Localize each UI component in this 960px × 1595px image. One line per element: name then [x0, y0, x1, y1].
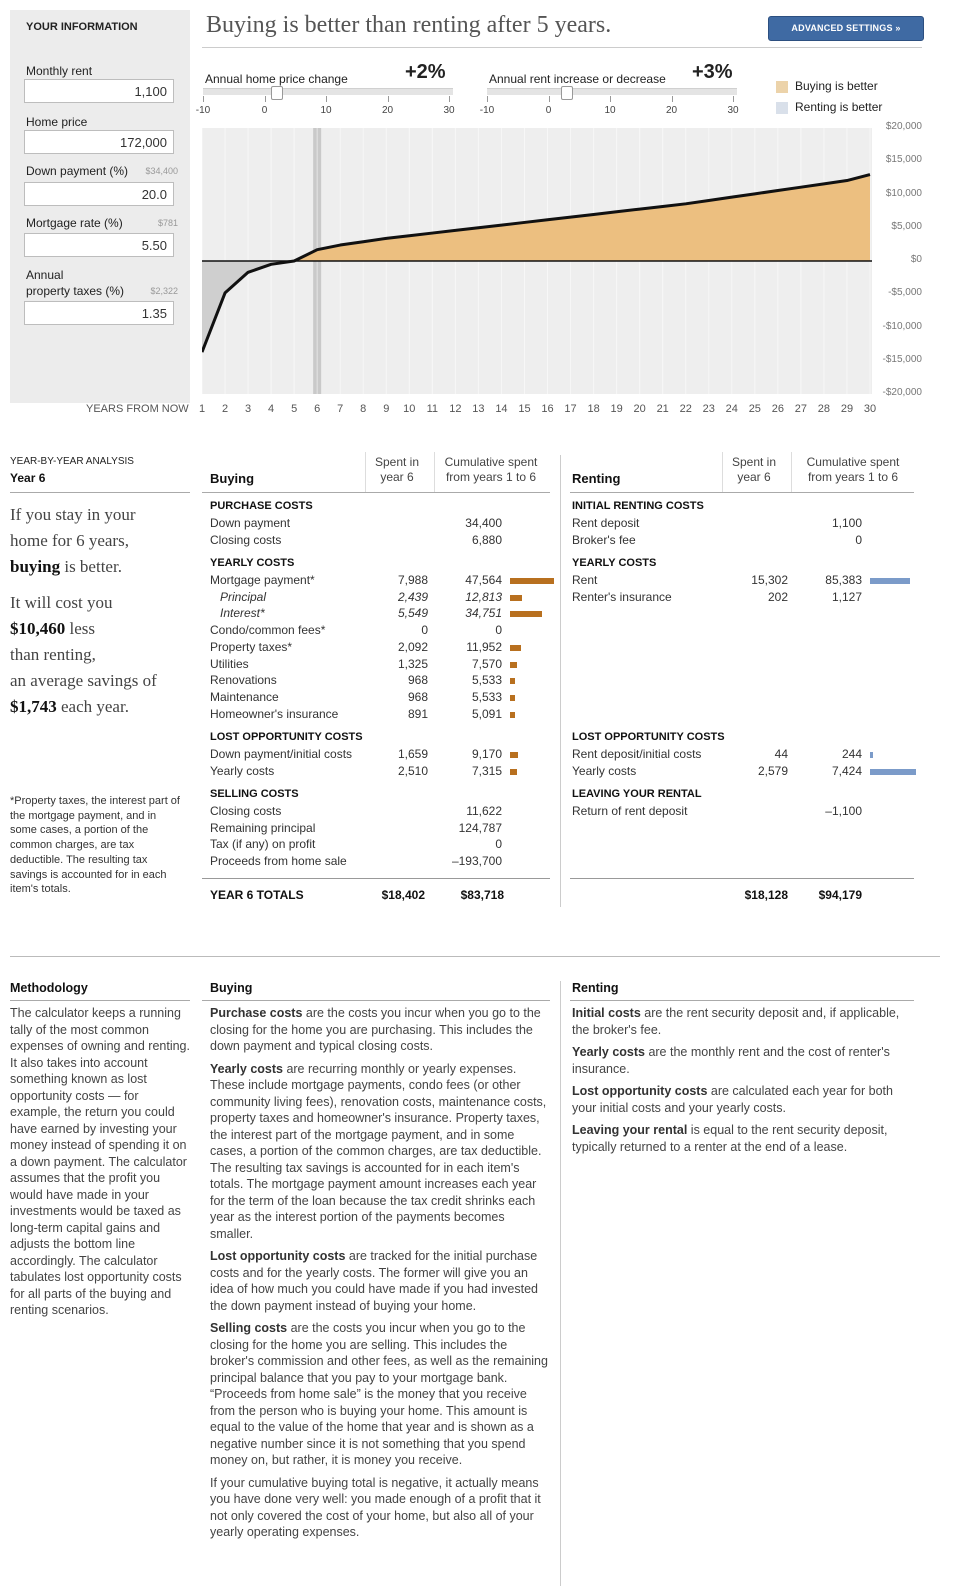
renting-totals-cumulative: $94,179	[818, 888, 862, 902]
purchase-costs-head: PURCHASE COSTS	[210, 500, 313, 512]
methodology-renting-text	[572, 1005, 917, 1161]
table-row-cumulative: 12,813	[465, 589, 502, 604]
buying-totals-spent: $18,402	[381, 888, 425, 902]
table-row-bar	[510, 769, 517, 775]
buying-totals-rule	[202, 878, 550, 879]
monthly-rent-label: Monthly rent	[26, 64, 93, 78]
table-row-label: Utilities	[210, 656, 249, 671]
table-row-label: Renovations	[210, 673, 277, 688]
slider-tick-mark	[326, 96, 327, 102]
table-row-cumulative: 34,751	[465, 606, 502, 621]
property-taxes-input[interactable]	[24, 301, 174, 325]
methodology-definition: are the monthly rent and the cost of renter's insurance.	[572, 1045, 890, 1076]
table-row-cumulative: 9,170	[471, 747, 502, 761]
methodology-definition: is equal to the rent security deposit, typically returned to a renter at the end of a lease.	[572, 1123, 888, 1154]
table-row-label: Broker's fee	[572, 532, 636, 547]
down-payment-hint: $34,400	[145, 166, 178, 176]
slider-tick-mark	[549, 96, 550, 102]
buying-col-rule-1	[365, 452, 366, 492]
methodology-definition: are calculated each year for both your initial costs and your yearly costs.	[572, 1084, 893, 1115]
y-tick-label: $0	[910, 254, 922, 265]
methodology-paragraph	[572, 1044, 917, 1077]
methodology-paragraph	[572, 1122, 917, 1155]
buying-better-area	[294, 175, 870, 261]
table-row-label: Condo/common fees*	[210, 623, 326, 638]
table-row-spent: 2,092	[397, 639, 428, 654]
methodology-title: Methodology	[10, 981, 88, 995]
table-row-cumulative: 1,100	[831, 516, 862, 530]
x-tick-label: 7	[337, 403, 344, 415]
table-row-bar	[510, 752, 518, 758]
table-row-label: Remaining principal	[210, 820, 316, 835]
methodology-term: Lost opportunity costs	[210, 1249, 346, 1263]
table-row-label: Proceeds from home sale	[210, 854, 347, 869]
summary-line-2: home for 6 years,	[10, 531, 129, 550]
leaving-rental-head: LEAVING YOUR RENTAL	[572, 788, 702, 800]
x-tick-label: 13	[472, 403, 485, 415]
rent-change-title: Annual rent increase or decrease	[489, 72, 666, 86]
property-taxes-hint: $2,322	[150, 286, 178, 296]
table-row-bar	[510, 578, 554, 584]
x-tick-label: 24	[725, 403, 738, 415]
methodology-term: Lost opportunity costs	[572, 1084, 708, 1098]
slider-tick-mark	[610, 96, 611, 102]
table-row-label: Closing costs	[210, 532, 282, 547]
table-row-cumulative: 7,570	[471, 656, 502, 671]
summary-line-8	[10, 694, 190, 720]
x-tick-label: 5	[291, 403, 298, 415]
home-price-change-value: +2%	[405, 61, 446, 83]
slider-tick-mark	[203, 96, 204, 102]
y-tick-label: -$10,000	[882, 320, 922, 332]
table-row-label: Maintenance	[210, 689, 279, 704]
mortgage-rate-hint: $781	[157, 218, 178, 228]
analysis-year: Year 6	[10, 471, 46, 485]
lost-opportunity-head: LOST OPPORTUNITY COSTS	[210, 731, 363, 743]
methodology-divider	[10, 956, 940, 957]
summary-line-1: If you stay in your	[10, 505, 136, 524]
table-row-spent: 968	[407, 673, 428, 688]
x-tick-label: 30	[863, 403, 877, 415]
table-row-cumulative: 5,533	[471, 673, 502, 688]
table-row-label: Principal	[220, 589, 267, 604]
methodology-definition: are the costs you incur when you go to the closing for the home you are selling. This includes the broker's commission and other fees, as well as the remaining principal balance that you pay to your mortgage bank. “Proceeds from home sale” is the money that you receive from the person who is buying your home. This amount is equal to the value of the home that year and is shown as a negative number since it is not something that you spend money on, but rather, it is money you receive.	[210, 1321, 548, 1467]
x-tick-label: 19	[610, 403, 623, 415]
x-tick-label: 6	[314, 403, 321, 415]
slider-tick-label: 0	[261, 105, 268, 116]
slider-tick-label: 30	[727, 105, 739, 116]
home-price-label: Home price	[26, 115, 88, 129]
x-tick-label: 22	[679, 403, 692, 415]
table-row-label: Yearly costs	[210, 763, 275, 778]
buy-vs-rent-chart[interactable]	[202, 128, 872, 394]
table-row-cumulative: 85,383	[825, 573, 862, 587]
methodology-definition: are tracked for the initial purchase costs and for the yearly costs. The former will give you an idea of how much you could have made if you had invested the down payment instead of buying your home.	[210, 1249, 538, 1313]
summary-line-7: an average savings of	[10, 671, 157, 690]
methodology-buying-rule	[202, 1000, 550, 1001]
table-row-cumulative: 244	[841, 747, 862, 761]
legend-renting-label: Renting is better	[795, 100, 883, 114]
table-row-bar	[510, 611, 542, 617]
initial-renting-head: INITIAL RENTING COSTS	[572, 500, 704, 512]
summary-line-5	[10, 616, 190, 642]
table-row-cumulative: 124,787	[458, 820, 502, 835]
renting-lost-head: LOST OPPORTUNITY COSTS	[572, 731, 725, 743]
mortgage-rate-input[interactable]	[24, 233, 174, 257]
slider-tick-label: 30	[443, 105, 455, 116]
your-information-panel	[10, 10, 190, 403]
table-row-spent: 891	[407, 706, 428, 721]
summary-line-5-rest: less	[65, 619, 95, 638]
property-taxes-label: Annual	[26, 268, 64, 282]
table-row-label: Closing costs	[210, 804, 282, 818]
table-row-cumulative: 0	[495, 837, 502, 852]
renting-title: Renting	[572, 471, 621, 486]
renting-col-cumulative: Cumulative spent from years 1 to 6	[806, 455, 900, 484]
methodology-paragraph	[210, 1061, 550, 1243]
summary-savings-annual: $1,743	[10, 697, 57, 716]
x-tick-label: 11	[426, 403, 439, 415]
legend-buying-swatch	[776, 81, 788, 93]
table-row-spent: 2,510	[397, 763, 428, 778]
home-price-change-title: Annual home price change	[205, 72, 348, 86]
y-tick-label: -$5,000	[888, 287, 922, 299]
slider-tick-label: 10	[320, 105, 332, 116]
home-price-change-slider[interactable]	[203, 88, 453, 95]
x-tick-label: 23	[702, 403, 715, 415]
summary-line-4: It will cost you	[10, 593, 113, 612]
x-tick-label: 17	[564, 403, 577, 415]
home-price-input[interactable]	[24, 130, 174, 154]
table-row-label: Renter's insurance	[572, 589, 672, 604]
table-row-cumulative: 6,880	[471, 532, 502, 547]
slider-tick-mark	[388, 96, 389, 102]
methodology-title-rule	[10, 1000, 190, 1001]
headline: Buying is better than renting after 5 years.	[206, 12, 612, 38]
slider-tick-label: -10	[479, 105, 495, 116]
down-payment-label: Down payment (%)	[26, 164, 129, 178]
x-tick-label: 8	[360, 403, 367, 415]
table-row-spent: 44	[774, 747, 788, 761]
x-tick-label: 16	[541, 403, 554, 415]
buying-header-divider	[202, 492, 550, 493]
x-tick-label: 12	[449, 403, 462, 415]
methodology-term: Yearly costs	[210, 1061, 283, 1076]
methodology-paragraph	[572, 1005, 917, 1038]
table-row-spent: 202	[767, 589, 788, 604]
slider-tick-label: -10	[195, 105, 211, 116]
methodology-buying-title: Buying	[210, 981, 253, 995]
methodology-buying-text	[210, 1005, 550, 1547]
methodology-text: The calculator keeps a running tally of the most common expenses of owning and renting. It also takes into account something known as lost opportunity costs — for example, the return you could have earned by investing your money instead of spending it on a down payment. The calculator assumes that the profit you would have made in your investments would be taxed as long-term capital gains and adjusts the bottom line accordingly. The calculator tabulates lost opportunity costs for all parts of the buying and renting scenarios.	[10, 1006, 190, 1317]
renting-col-rule-1	[722, 452, 723, 492]
y-tick-label: $15,000	[885, 154, 922, 166]
methodology-vertical-divider	[560, 981, 561, 1586]
table-row-cumulative: 5,091	[471, 706, 502, 721]
x-tick-label: 26	[771, 403, 784, 415]
y-tick-label: -$20,000	[882, 387, 922, 398]
renting-totals-spent: $18,128	[744, 888, 788, 902]
summary-line-3	[10, 554, 190, 580]
legend-buying-label: Buying is better	[795, 79, 878, 93]
x-tick-label: 9	[383, 403, 390, 415]
summary-line-8-rest: each year.	[56, 697, 129, 716]
table-row-cumulative: 47,564	[465, 573, 502, 587]
table-row-spent: 2,579	[757, 763, 788, 778]
slider-tick-mark	[449, 96, 450, 102]
slider-tick-mark	[265, 96, 266, 102]
slider-tick-mark	[733, 96, 734, 102]
table-row-cumulative: 7,424	[831, 763, 862, 778]
table-row-cumulative: 34,400	[465, 516, 502, 530]
methodology-renting-rule	[570, 1000, 914, 1001]
buying-col-spent: Spent in year 6	[374, 455, 420, 484]
table-row-cumulative: 0	[855, 532, 862, 547]
table-row-bar	[510, 645, 521, 651]
table-row-bar	[510, 695, 515, 701]
table-row-label: Rent deposit	[572, 516, 640, 530]
table-row-label: Homeowner's insurance	[210, 706, 339, 721]
yearly-costs-head: YEARLY COSTS	[210, 557, 295, 569]
table-row-spent: 5,549	[397, 606, 428, 621]
x-tick-label: 18	[587, 403, 600, 415]
methodology-term: Initial costs	[572, 1006, 641, 1020]
buying-title: Buying	[210, 471, 255, 486]
table-row-spent: 1,659	[397, 747, 428, 761]
x-tick-label: 14	[495, 403, 508, 415]
analysis-label: YEAR-BY-YEAR ANALYSIS	[10, 456, 134, 467]
buying-col-cumulative: Cumulative spent from years 1 to 6	[444, 455, 538, 484]
header-divider	[202, 47, 922, 48]
x-tick-label: 27	[794, 403, 808, 415]
x-tick-label: 20	[633, 403, 646, 415]
slider-tick-mark	[672, 96, 673, 102]
table-row-bar	[510, 662, 517, 668]
tax-footnote: *Property taxes, the interest part of the mortgage payment, and in some cases, a portion of the common charges, are tax deductible. The resulting tax savings is accounted for in each item's totals.	[10, 795, 180, 896]
table-row-cumulative: 5,533	[471, 689, 502, 704]
advanced-settings-button[interactable]: ADVANCED SETTINGS »	[768, 16, 924, 41]
y-tick-label: $20,000	[885, 121, 922, 132]
renting-yearly-head: YEARLY COSTS	[572, 557, 657, 569]
table-row-cumulative: –1,100	[825, 804, 862, 818]
buying-totals-cumulative: $83,718	[460, 888, 504, 902]
x-tick-label: 2	[221, 403, 229, 415]
methodology-paragraph	[210, 1320, 550, 1469]
table-row-label: Rent deposit/initial costs	[572, 747, 702, 761]
table-row-bar	[510, 712, 515, 718]
renting-totals-rule	[570, 878, 914, 879]
down-payment-input[interactable]	[24, 182, 174, 206]
table-row-cumulative: 11,952	[466, 639, 502, 654]
methodology-definition: If your cumulative buying total is negative, it actually means you have done very well: you made enough of a profit that it not only covered the cost of your home, but also all of your yearly operating expenses.	[210, 1475, 541, 1539]
table-row-label: Down payment/initial costs	[210, 747, 353, 761]
table-row-label: Yearly costs	[572, 763, 637, 778]
summary-savings-total: $10,460	[10, 619, 66, 638]
legend-renting-swatch	[776, 102, 788, 114]
x-tick-label: 15	[518, 403, 531, 415]
monthly-rent-input[interactable]	[24, 79, 174, 103]
methodology-definition: are the costs you incur when you go to the closing for the home you are purchasing. This includes the down payment and typical closing costs.	[210, 1006, 541, 1053]
methodology-renting-title: Renting	[572, 981, 619, 995]
table-row-cumulative: 7,315	[471, 763, 502, 778]
selling-costs-head: SELLING COSTS	[210, 788, 299, 800]
table-row-bar	[870, 578, 910, 584]
rent-change-handle[interactable]	[561, 86, 573, 100]
table-row-bar	[510, 678, 515, 684]
y-tick-label: $10,000	[885, 187, 922, 199]
x-tick-label: 28	[817, 403, 831, 415]
table-row-cumulative: 1,127	[831, 589, 862, 604]
renting-col-rule-2	[791, 452, 792, 492]
rent-change-slider[interactable]	[487, 88, 737, 95]
table-row-cumulative: 0	[495, 623, 502, 638]
renting-header-divider	[570, 492, 914, 493]
table-row-spent: 15,302	[751, 573, 788, 587]
methodology-term: Yearly costs	[572, 1045, 645, 1059]
methodology-term: Selling costs	[210, 1321, 288, 1335]
analysis-summary	[10, 502, 190, 720]
methodology-paragraph	[572, 1083, 917, 1116]
table-row-cumulative: –193,700	[451, 854, 502, 869]
x-axis-title: YEARS FROM NOW	[86, 403, 189, 415]
methodology-paragraph	[210, 1475, 550, 1541]
table-row-label: Rent	[572, 573, 598, 587]
info-header: YOUR INFORMATION	[26, 21, 138, 33]
summary-winner: buying	[10, 557, 61, 576]
x-tick-label: 29	[840, 403, 854, 415]
table-row-bar	[870, 752, 873, 758]
slider-tick-label: 20	[665, 105, 678, 116]
methodology-term: Leaving your rental	[572, 1123, 688, 1137]
methodology-definition: are recurring monthly or yearly expenses. These include mortgage payments, condo fees (or other community living fees), renovation costs, maintenance costs, property taxes and homeowner's insurance. Property taxes, the interest part of the mortgage payment, and in some cases, a portion of the common charges, are tax deductible. The resulting tax savings is accounted for in each item's totals. The mortgage payment amount increases each year for the term of the loan because the tax credit shrinks each year as the interest portion of the payments becomes smaller.	[210, 1061, 547, 1241]
methodology-definition: are the rent security deposit and, if applicable, the broker's fee.	[572, 1006, 900, 1037]
table-row-bar	[510, 595, 522, 601]
x-tick-label: 4	[268, 403, 275, 415]
table-row-spent: 7,988	[397, 573, 428, 587]
x-tick-label: 3	[245, 403, 252, 415]
table-row-spent: 0	[421, 623, 428, 638]
slider-tick-label: 20	[381, 105, 394, 116]
slider-tick-label: 0	[545, 105, 552, 116]
methodology-paragraph	[210, 1005, 550, 1055]
table-row-label: Return of rent deposit	[572, 804, 688, 818]
slider-tick-mark	[487, 96, 488, 102]
buying-totals-label: YEAR 6 TOTALS	[210, 888, 304, 902]
methodology-paragraph	[210, 1248, 550, 1314]
table-row-bar	[870, 769, 916, 775]
x-tick-label: 21	[656, 403, 669, 415]
buying-col-rule-2	[434, 452, 435, 492]
property-taxes-label-2: property taxes (%)	[26, 284, 125, 298]
table-row-spent: 2,439	[397, 589, 428, 604]
table-row-spent: 968	[407, 689, 428, 704]
y-tick-label: $5,000	[891, 220, 922, 232]
x-tick-label: 25	[748, 403, 761, 415]
x-tick-label: 10	[403, 403, 416, 415]
mortgage-rate-label: Mortgage rate (%)	[26, 216, 123, 230]
methodology-term: Purchase costs	[210, 1006, 303, 1020]
table-row-cumulative: 11,622	[466, 804, 502, 818]
summary-line-3-rest: is better.	[60, 557, 122, 576]
summary-line-6: than renting,	[10, 645, 96, 664]
x-tick-label: 1	[198, 403, 206, 415]
table-row-label: Down payment	[210, 516, 291, 530]
y-tick-label: -$15,000	[882, 353, 922, 365]
table-vertical-divider	[560, 455, 561, 907]
rent-change-value: +3%	[692, 61, 733, 83]
home-price-change-handle[interactable]	[271, 86, 283, 100]
table-row-label: Tax (if any) on profit	[210, 837, 316, 852]
table-row-label: Mortgage payment*	[210, 573, 315, 587]
table-row-spent: 1,325	[397, 656, 428, 671]
analysis-divider	[10, 492, 190, 493]
table-row-label: Property taxes*	[210, 639, 293, 654]
table-row-label: Interest*	[220, 606, 265, 621]
renting-col-spent: Spent in year 6	[731, 455, 777, 484]
slider-tick-label: 10	[604, 105, 616, 116]
